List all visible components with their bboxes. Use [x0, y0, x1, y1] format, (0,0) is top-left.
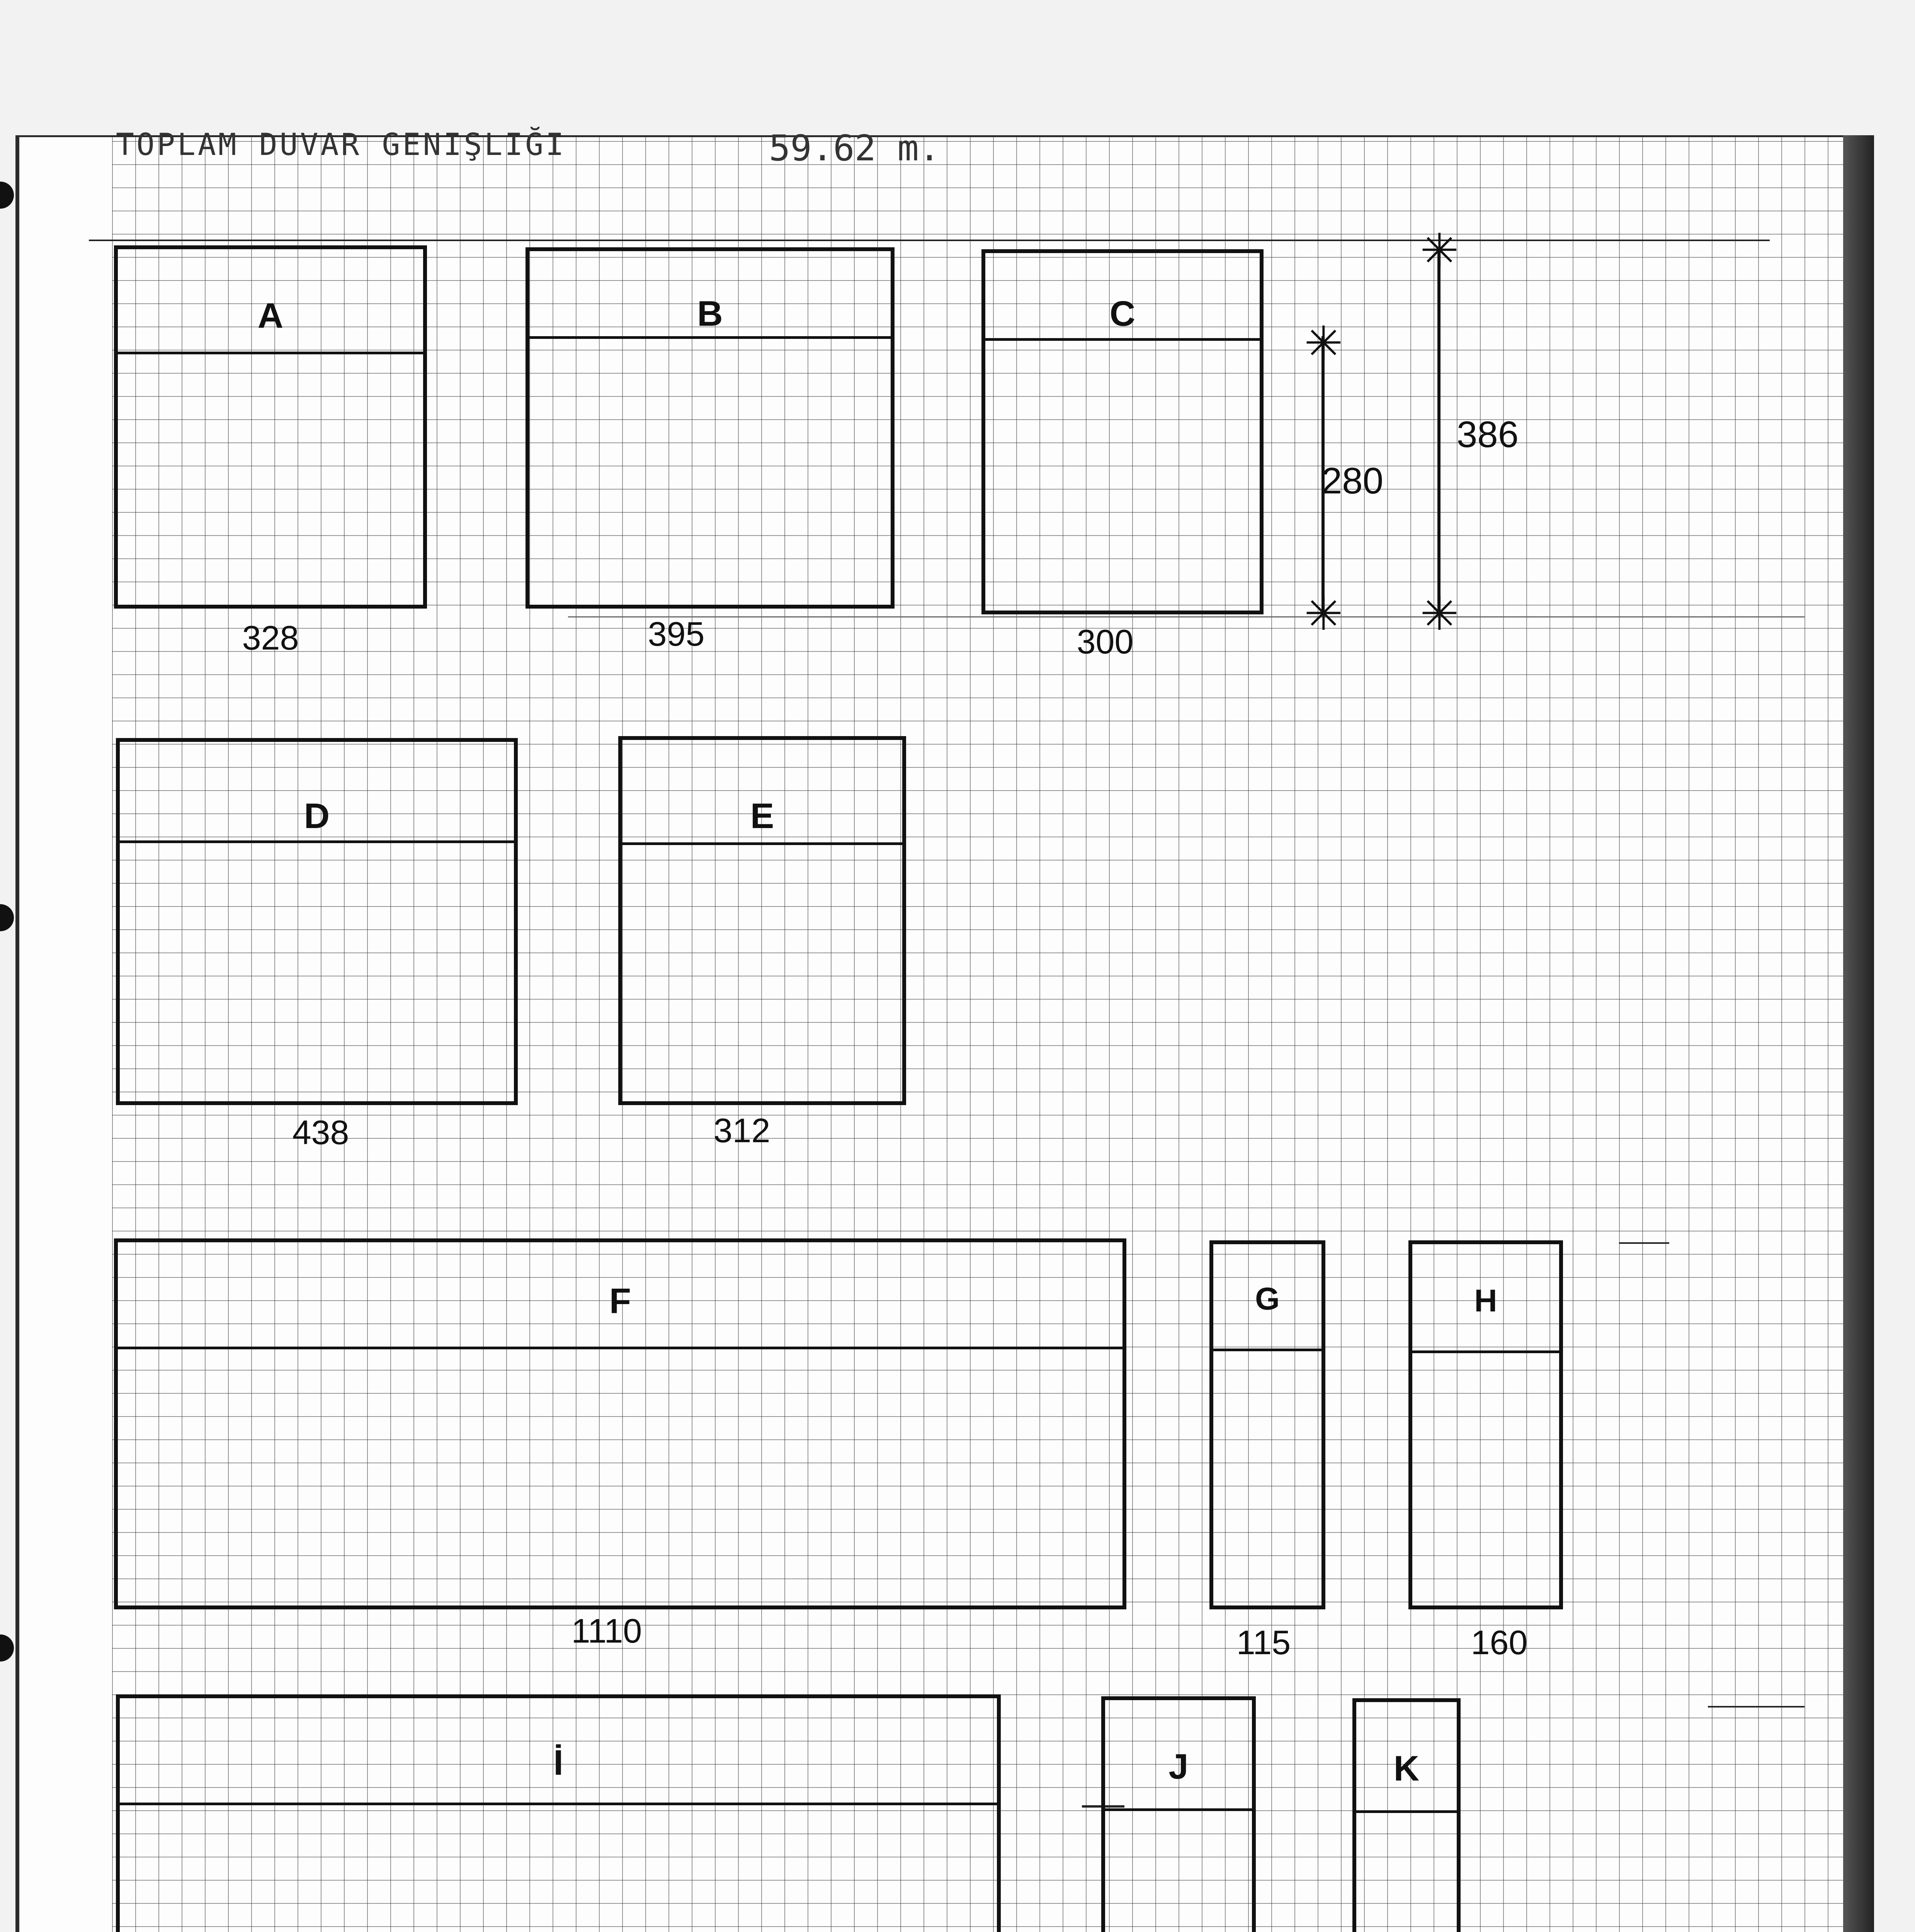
panel-width-label: 395 — [648, 615, 705, 653]
panel-divider — [622, 842, 902, 845]
total-wall-width-title: TOPLAM DUVAR GENIŞLIĞI — [116, 128, 566, 162]
panel-label: D — [304, 796, 330, 836]
punch-hole — [0, 1634, 14, 1662]
panel-divider — [120, 1803, 997, 1805]
panel-width-label: 1110 — [571, 1612, 642, 1650]
wall-panel-g — [1209, 1240, 1325, 1609]
dimension-tick: ✳ — [1420, 587, 1459, 641]
panel-divider — [118, 352, 423, 354]
wall-panel-j — [1101, 1696, 1256, 1932]
panel-divider — [1412, 1350, 1559, 1353]
panel-label: A — [257, 296, 284, 335]
wall-panel-i — [116, 1694, 1001, 1932]
wall-panel-k — [1352, 1698, 1461, 1932]
height-total-label: 386 — [1456, 414, 1519, 455]
panel-divider — [120, 840, 514, 843]
wall-panel-f — [114, 1238, 1126, 1609]
panel-divider — [118, 1347, 1122, 1349]
guide-line — [1619, 1242, 1669, 1244]
panel-width-label: 312 — [713, 1111, 770, 1150]
wall-panel-e — [618, 736, 906, 1105]
panel-divider — [1105, 1808, 1252, 1811]
wall-panel-d — [116, 738, 518, 1105]
wall-panel-a — [114, 245, 427, 609]
punch-hole — [0, 182, 14, 209]
total-wall-width-value: 59.62 m. — [769, 128, 940, 169]
guide-line — [1708, 1706, 1804, 1708]
wall-panel-c — [981, 249, 1264, 614]
panel-width-label: 160 — [1471, 1623, 1528, 1662]
panel-label: G — [1255, 1281, 1280, 1316]
panel-label: C — [1109, 294, 1136, 333]
panel-label: K — [1393, 1749, 1420, 1788]
panel-width-label: 115 — [1236, 1623, 1291, 1662]
wall-panel-b — [526, 247, 895, 609]
scan-edge-right — [1843, 135, 1874, 1932]
panel-label: F — [609, 1281, 631, 1321]
panel-width-label: 328 — [242, 619, 299, 657]
panel-label: İ — [553, 1743, 563, 1782]
panel-divider — [1356, 1810, 1457, 1813]
panel-label: J — [1168, 1747, 1189, 1786]
punch-hole — [0, 904, 14, 931]
panel-divider — [985, 338, 1260, 341]
wall-panel-h — [1408, 1240, 1563, 1609]
height-inner-label: 280 — [1321, 460, 1384, 502]
paper-margin-left — [19, 137, 112, 1932]
panel-label: H — [1474, 1283, 1497, 1318]
panel-divider — [1213, 1349, 1321, 1351]
guide-line — [568, 616, 1804, 617]
panel-label: E — [750, 796, 774, 836]
panel-width-label: 300 — [1077, 622, 1134, 661]
guide-line — [89, 240, 1770, 241]
panel-divider — [529, 336, 891, 339]
dimension-tick: ✳ — [1420, 224, 1459, 278]
dimension-tick: ✳ — [1304, 587, 1343, 641]
dimension-tick: ✳ — [1304, 317, 1343, 371]
panel-label: B — [697, 294, 723, 333]
panel-width-label: 438 — [292, 1113, 349, 1151]
